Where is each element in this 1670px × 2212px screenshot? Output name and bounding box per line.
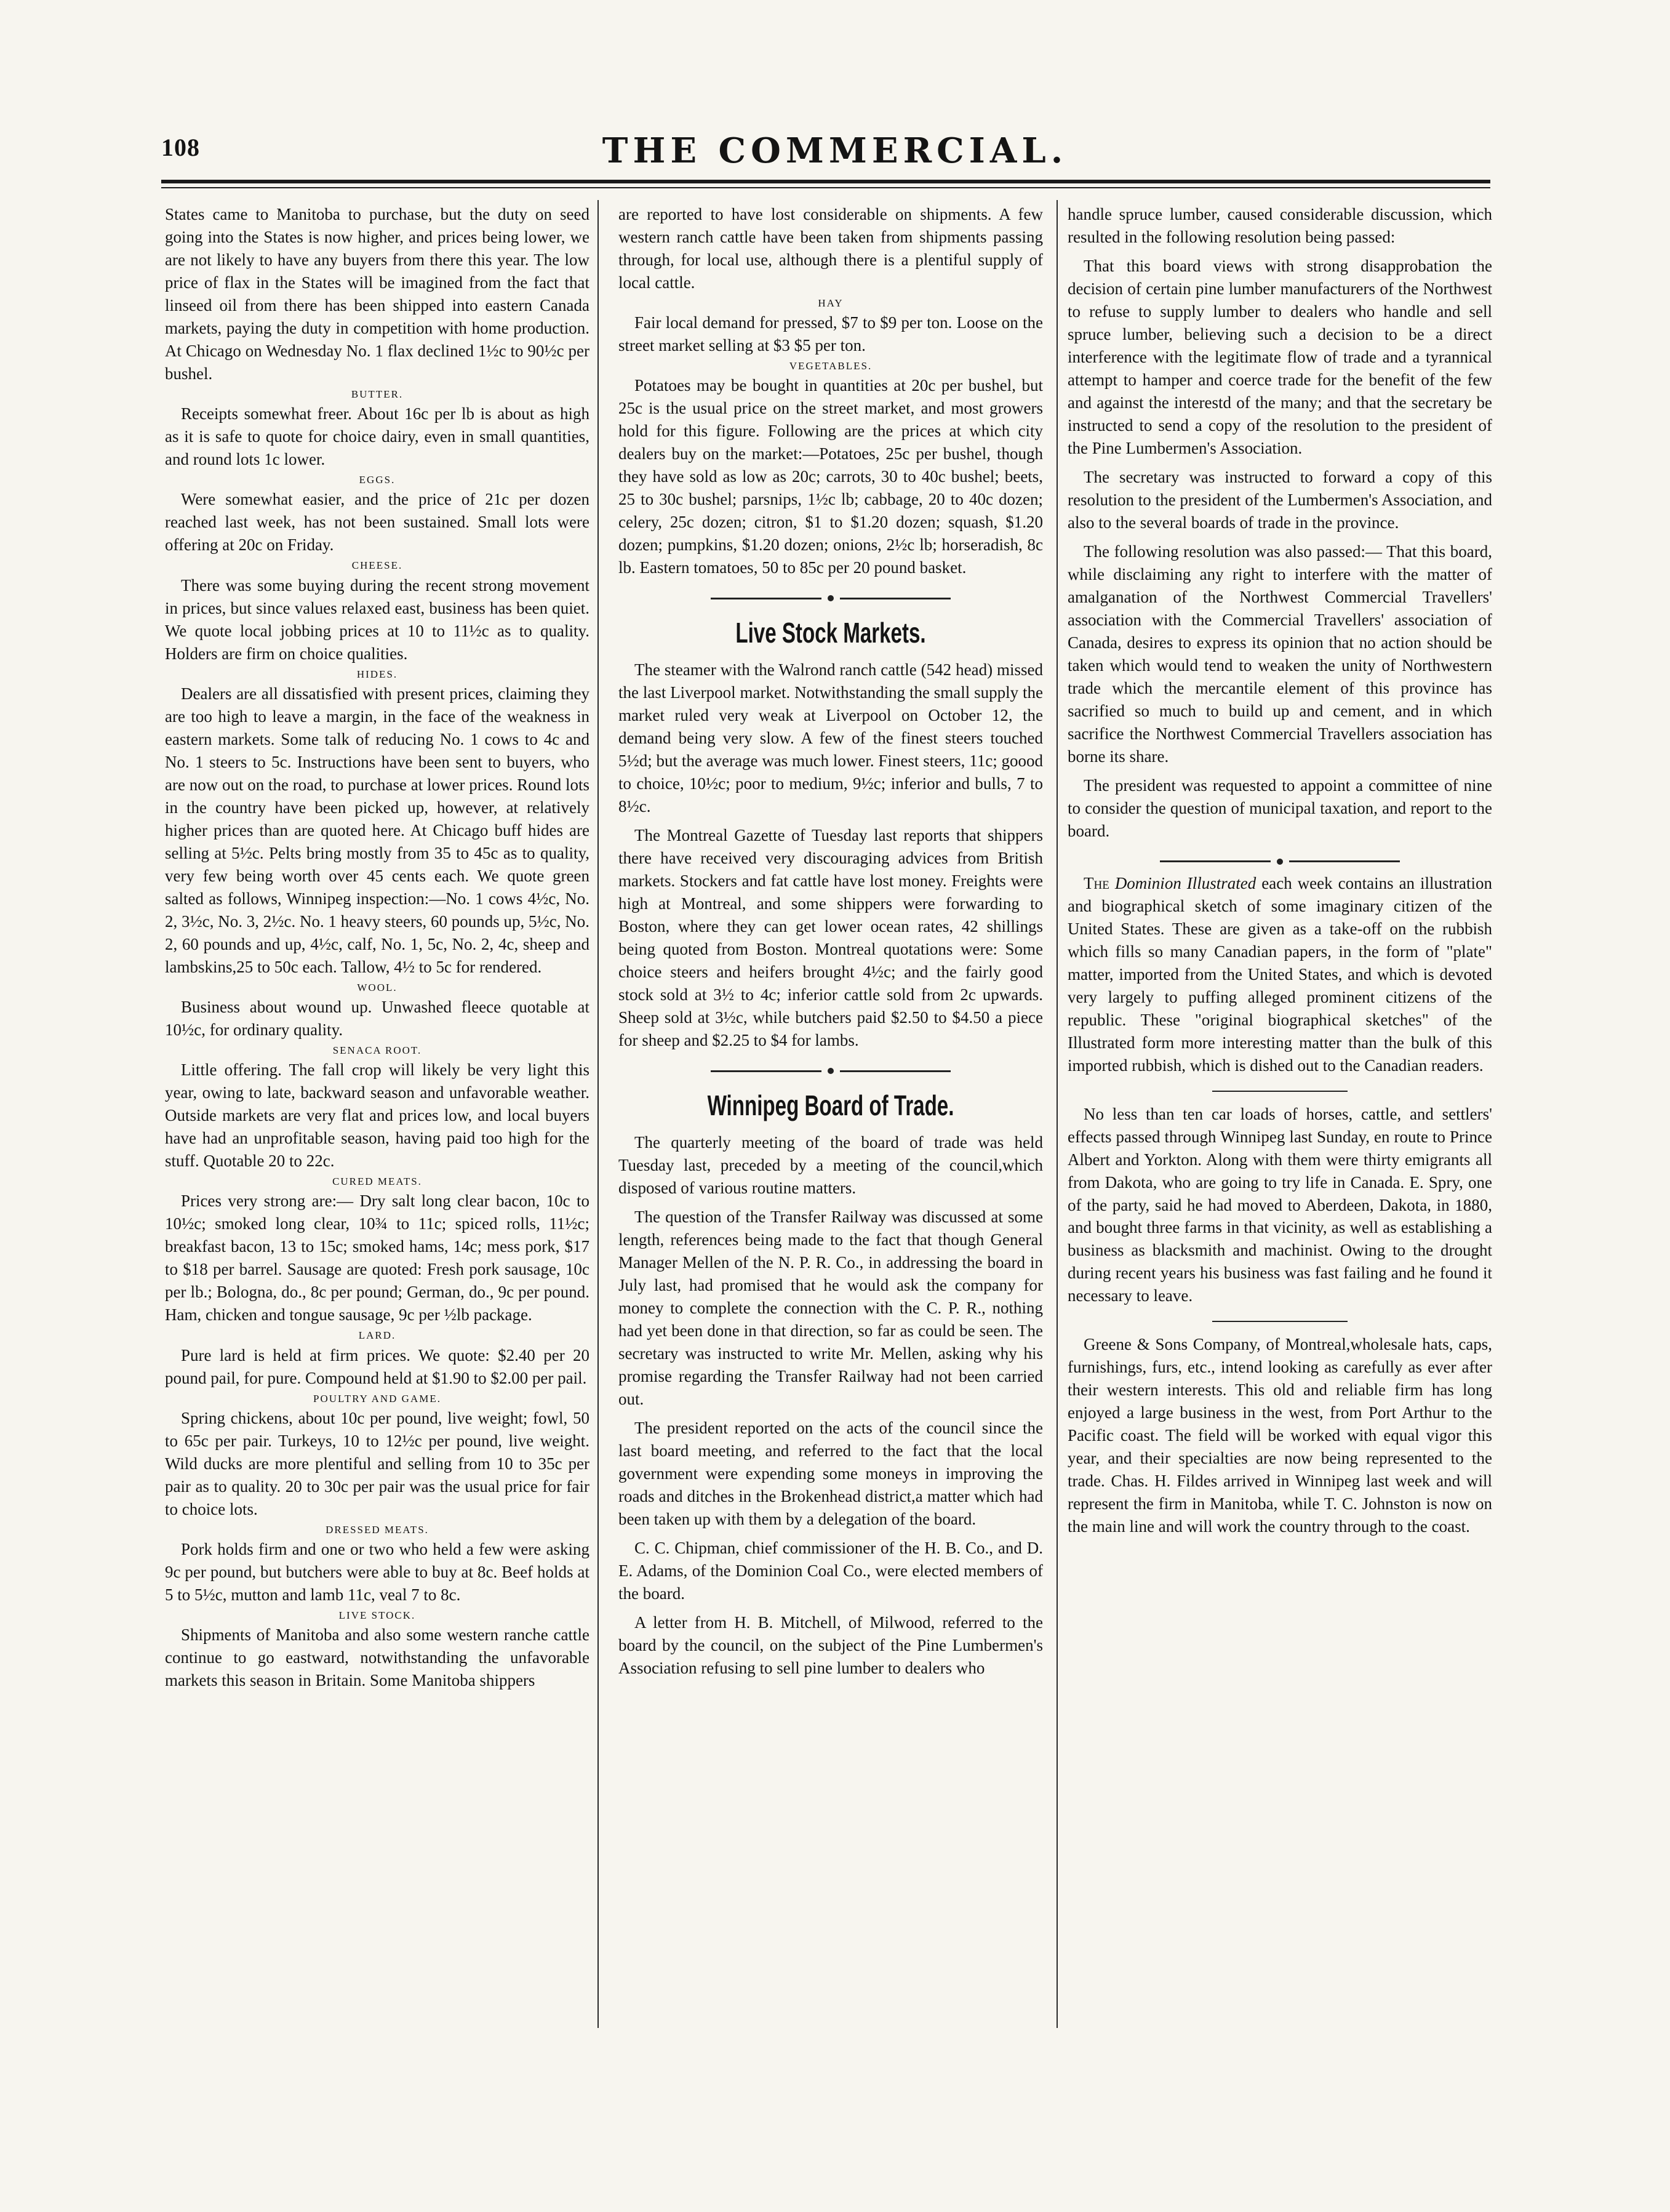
article-heading: Live Stock Markets. [735, 617, 926, 649]
column-markets [165, 203, 589, 2050]
paragraph: Pork holds firm and one or two who held a few were asking 9c per pound, but butchers were able to buy at 8c. Beef holds at 5 to 5½c, mutton and lamb 11c, veal 7 to 8c. [165, 1540, 589, 1604]
paragraph: The president was requested to appoint a committee of nine to consider the question of municipal taxation, and report to the board. [1068, 775, 1492, 840]
paragraph: Pure lard is held at firm prices. We quote: $2.40 per 20 pound pail, for pure. Compound held at $1.90 to $2.00 per pail. [165, 1345, 589, 1387]
masthead-title: THE COMMERCIAL. [602, 130, 1068, 171]
header-rule [161, 180, 1490, 183]
section-heading: WOOL. [357, 981, 398, 993]
paragraph: Receipts somewhat freer. About 16c per lb is about as high as it is safe to quote for choice dairy, even in small quantities, and round lots 1c lower. [165, 404, 589, 469]
paragraph: Prices very strong are:— Dry salt long clear bacon, 10c to 10½c; smoked long clear, 10¾ to 11c; spiced rolls, 11½c; breakfast bacon, 13 to 15c; smoked hams, 14c; mess pork, $17 to $18 per barrel. Sausage are quoted: Fresh pork sausage, 10c per lb.; Bologna, do., 8c per pound; German, do., 9c per pound. Ham, chicken and tongue sausage, 9c per ½lb package. [165, 1192, 589, 1324]
paragraph: Dealers are all dissatisfied with present prices, claiming they are too high to leave a margin, in the face of the weakness in eastern markets. Some talk of reducing No. 1 cows to 4c and No. 1 steers to 5c. Instructions have been sent to buyers, who are now out on the road, to purchase at lower prices. Round lots in the country have been picked up, however, at relatively higher prices than are quoted here. At Chicago buff hides are selling at 5½c. Pelts bring mostly from 35 to 45c as to quality, very few being worth over 45 cents each. We quote green salted as follows, Winnipeg inspection:—No. 1 cows 4½c, No. 2, 3½c, No. 3, 2½c. No. 1 heavy steers, 60 pounds up, 5½c, No. 2, 60 pounds and up, 4½c, calf, No. 1, 5c, No. 2, 4c, sheep and lambskins,25 to 50c each. Tallow, 4½ to 5c for rendered. [165, 684, 589, 976]
paragraph: No less than ten car loads of horses, cattle, and settlers' effects passed through Winnipeg last Sunday, en route to Prince Albert and Yorkton. Along with them were thirty emigrants all from Dakota, who are going to try life in Canada. E. Spry, one of the party, said he had moved to Aberdeen, Dakota, in 1880, and bought three farms in that vicinity, as well as establishing a business as blacksmith and machinist. Owing to the drought during recent years his business was fast failing and he found it necessary to leave. [1068, 1104, 1492, 1305]
paragraph: A letter from H. B. Mitchell, of Milwood, referred to the board by the council, on the subject of the Pine Lumbermen's Association refusing to sell pine lumber to dealers who [618, 1613, 1043, 1677]
paragraph: are reported to have lost considerable on shipments. A few western ranch cattle have been taken from shipments passing through, for local use, although there is a plentiful supply of local cattle. [618, 205, 1043, 292]
paragraph: The quarterly meeting of the board of trade was held Tuesday last, preceded by a meeting of the council,which disposed of various routine matters. [618, 1133, 1043, 1198]
paragraph: That this board views with strong disapprobation the decision of certain pine lumber manufacturers of the Northwest to refuse to supply lumber to dealers who handle and sell spruce lumber, believing such a decision to be a direct interference with the legitimate flow of trade and a tyrannical attempt to hamper and coerce trade for the benefit of the few and against the interestd of the many; and that the secretary be instructed to send a copy of the resolution to the president of the Pine Lumbermen's Association. [1068, 256, 1492, 457]
paragraph: handle spruce lumber, caused considerable discussion, which resulted in the following resolution being passed: [1068, 205, 1492, 246]
paragraph: Were somewhat easier, and the price of 21c per dozen reached last week, has not been sustained. Small lots were offering at 20c on Friday. [165, 490, 589, 555]
paragraph: The question of the Transfer Railway was discussed at some length, references being made to the fact that though General Manager Mellen of the N. P. R. Co., in addressing the board in July last, had promised that he would ask the company for money to complete the connection with the C. P. R., nothing had yet been done in that direction, so far as could be seen. The secretary was instructed to write Mr. Mellen, asking why his promise regarding the Transfer Railway had not been carried out. [618, 1208, 1043, 1409]
separator-rule [1212, 1091, 1348, 1092]
section-separator [1068, 851, 1492, 870]
article-heading: Winnipeg Board of Trade. [707, 1089, 954, 1122]
column-resolutions-news [1068, 203, 1492, 2050]
paragraph: The following resolution was also passed:— That this board, while disclaiming any right to interfere with the matter of amalganation of the Northwest Commercial Travellers' association with the Commercial Travellers' association of Canada, desires to express its opinion that no action should be taken which would tend to weaken the unity of Northwestern trade which the mercantile element of this province has sacrified so much to build up and cement, and in which sacrifice the Northwest Commercial Travellers association has borne its share. [1068, 542, 1492, 766]
paragraph: Business about wound up. Unwashed fleece quotable at 10½c, for ordinary quality. [165, 997, 589, 1039]
paragraph: Little offering. The fall crop will likely be very light this year, owing to late, backward season and unfavorable weather. Outside markets are very flat and prices low, and local buyers have had an unprofitable season, having paid too high for the stuff. Quotable 20 to 22c. [165, 1060, 589, 1171]
page-number: 108 [161, 134, 200, 161]
column-livestock-board [618, 203, 1043, 2050]
paragraph: The secretary was instructed to forward a copy of this resolution to the president of the Lumbermen's Association, and also to the several boards of trade in the province. [1068, 467, 1492, 532]
section-heading: LARD. [358, 1329, 396, 1342]
section-heading: HIDES. [356, 668, 398, 680]
section-heading: EGGS. [359, 474, 396, 486]
section-heading: HAY [818, 297, 844, 309]
lead-word: The [1084, 873, 1109, 892]
section-heading: CURED MEATS. [332, 1176, 422, 1188]
section-heading: POULTRY AND GAME. [313, 1392, 441, 1405]
section-separator [618, 588, 1043, 606]
paragraph: States came to Manitoba to purchase, but the duty on seed going into the States is now higher, and prices being lower, we are not likely to have any buyers from there this year. The low price of flax in the States will be imagined from the fact that linseed oil from there has been shipped into eastern Canada markets, paying the duty in competition with home production. At Chicago on Wednesday No. 1 flax declined 1½c to 90½c per bushel. [165, 205, 589, 383]
paragraph: Shipments of Manitoba and also some western ranche cattle continue to go eastward, notwithstanding the unfavorable markets this season in Britain. Some Manitoba shippers [165, 1625, 589, 1690]
paragraph: Potatoes may be bought in quantities at 20c per bushel, but 25c is the usual price on the street market, and most growers hold for this figure. Following are the prices at which city dealers buy on the market:—Potatoes, 25c per bushel, though they have sold as low as 20c; carrots, 30 to 40c bushel; beets, 25 to 30c bushel; parsnips, 1½c lb; cabbage, 20 to 40c dozen; celery, 25c dozen; citron, $1 to $1.20 dozen; squash, $1.20 dozen; pumpkins, $1.20 dozen; onions, 2½c lb; horseradish, 8c lb. Eastern tomatoes, 50 to 85c per 20 pound basket. [618, 376, 1043, 577]
header-rule-thin [161, 187, 1490, 188]
paragraph: The Montreal Gazette of Tuesday last reports that shippers there have received very discouraging advices from British markets. Stockers and fat cattle have lost money. Freights were high at Montreal, and some shippers were forwarding to Boston, where they can get lower ocean rates, 42 shillings being quoted from Boston. Montreal quotations were: Some choice steers and heifers brought 4½c; and the fairly good stock sold at 3½ to 4c; inferior cattle sold from 2c upwards. Sheep sold at 3½c, while butchers paid $2.50 to $4.50 a piece for sheep and $2.25 to $4 for lambs. [618, 826, 1043, 1050]
section-heading: CHEESE. [351, 559, 403, 572]
section-separator [618, 1060, 1043, 1079]
paragraph: Fair local demand for pressed, $7 to $9 per ton. Loose on the street market selling at $3 $5 per ton. [618, 313, 1043, 355]
paragraph: The steamer with the Walrond ranch cattle (542 head) missed the last Liverpool market. Notwithstanding the small supply the market ruled very weak at Liverpool on October 12, the demand being very slow. A few of the finest steers touched 5½d; but the average was much lower. Finest steers, 11c; goood to choice, 10½c; poor to medium, 9½c; inferior and bulls, 7 to 8½c. [618, 660, 1043, 816]
section-heading: BUTTER. [351, 388, 404, 400]
section-heading: VEGETABLES. [789, 360, 873, 372]
paragraph: Spring chickens, about 10c per pound, live weight; fowl, 50 to 65c per pair. Turkeys, 10 to 12½c per pound, live weight. Wild ducks are more plentiful and selling from 10 to 35c per pair as to quality. 20 to 30c per pair was the usual price for fair to choice lots. [165, 1408, 589, 1518]
paragraph: Greene & Sons Company, of Montreal,wholesale hats, caps, furnishings, furs, etc., intend looking as carefully as ever after their western interests. This old and reliable firm has long enjoyed a large business in the west, from Port Arthur to the Pacific coast. The field will be worked with equal vigor this year, and their specialties are now being represented to the trade. Chas. H. Fildes arrived in Winnipeg last week and will represent the firm in Manitoba, while T. C. Johnston is now on the main line and will work the country through to the coast. [1068, 1335, 1492, 1536]
paragraph-text: each week contains an illustration and biographical sketch of some imaginary citizen of the United States. These are given as a take-off on the rubbish which fills so many Canadian papers, in the form of "plate" matter, imported from the United States, and which is devoted very largely to puffing alleged prominent citizens of the republic. These "original biographical sketches" of the Illustrated form more interesting matter than the bulk of this imported rubbish, which is dished out to the Canadian readers. [1068, 873, 1492, 1075]
separator-rule [1212, 1321, 1348, 1322]
column-divider [597, 200, 599, 2028]
paragraph: The president reported on the acts of the council since the last board meeting, and referred to the fact that the local government were expending some moneys in improving the roads and ditches in the Brokenhead district,a matter which had been taken up with them by a delegation of the board. [618, 1419, 1043, 1529]
section-heading: DRESSED MEATS. [326, 1523, 429, 1536]
section-heading: LIVE STOCK. [338, 1609, 416, 1621]
publication-title: Dominion Illustrated [1114, 873, 1256, 892]
paragraph-dominion-illustrated [1068, 872, 1492, 1077]
column-divider [1057, 200, 1058, 2028]
paragraph: C. C. Chipman, chief commissioner of the H. B. Co., and D. E. Adams, of the Dominion Coal Co., were elected members of the board. [618, 1539, 1043, 1603]
section-heading: SENACA ROOT. [332, 1044, 422, 1056]
paragraph: There was some buying during the recent strong movement in prices, but since values relaxed east, business has been quiet. We quote local jobbing prices at 10 to 11½c as to quality. Holders are firm on choice qualities. [165, 575, 589, 663]
